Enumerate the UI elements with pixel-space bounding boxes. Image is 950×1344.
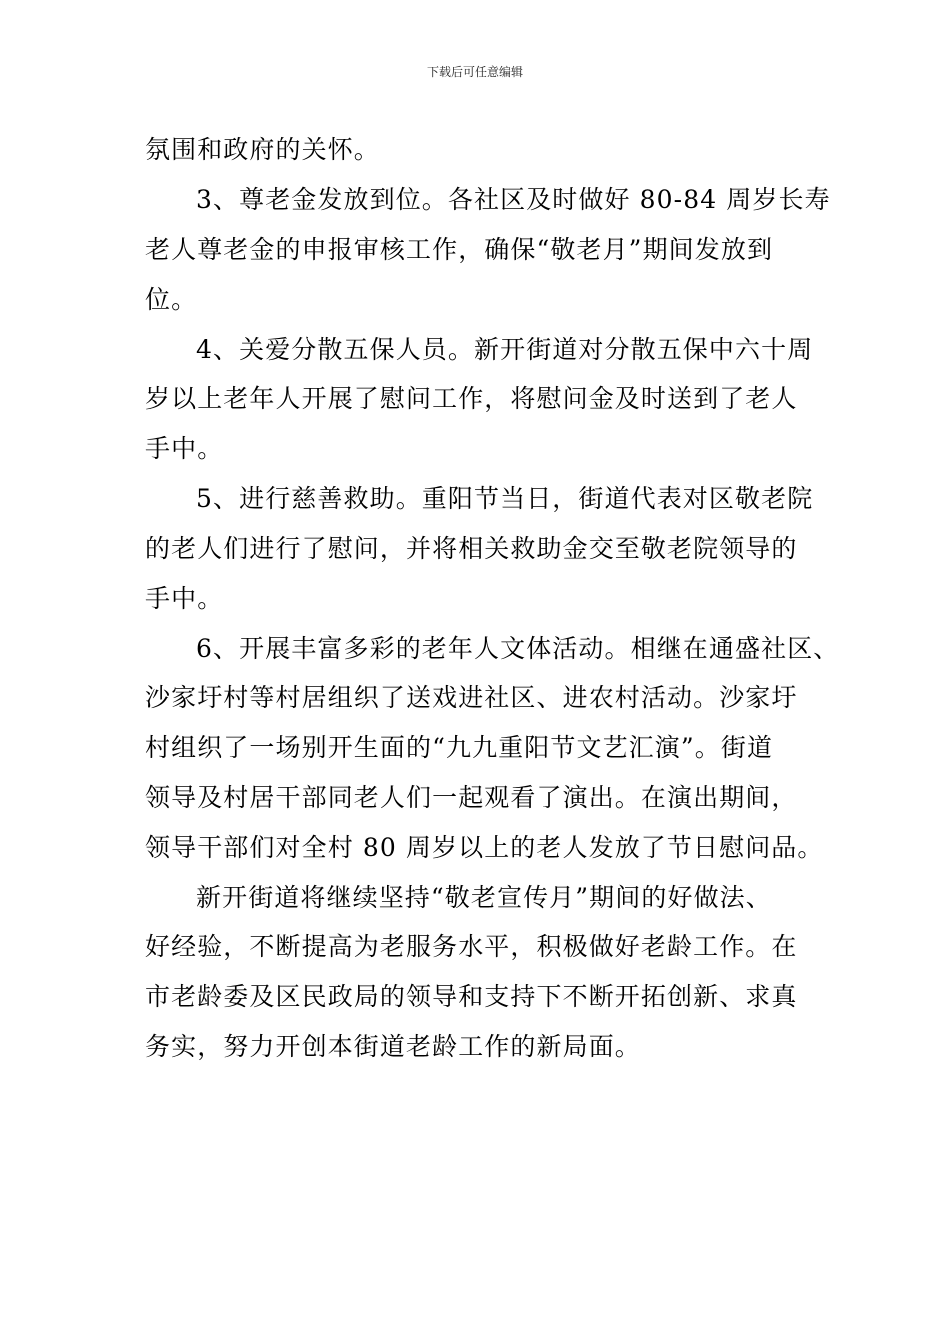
paragraph-line: 的老人们进行了慰问，并将相关救助金交至敬老院领导的 [145,534,798,563]
paragraph-line: 好经验，不断提高为老服务水平，积极做好老龄工作。在 [145,932,798,961]
paragraph-line: 5、进行慈善救助。重阳节当日，街道代表对区敬老院 [196,484,814,513]
paragraph-line: 手中。 [145,584,224,613]
paragraph-line: 氛围和政府的关怀。 [145,135,380,164]
paragraph-line: 市老龄委及区民政局的领导和支持下不断开拓创新、求真 [145,982,798,1011]
paragraph-line: 新开街道将继续坚持“敬老宣传月”期间的好做法、 [196,883,772,912]
paragraph-line: 6、开展丰富多彩的老年人文体活动。相继在通盛社区、 [196,634,840,663]
paragraph-line: 领导干部们对全村 80 周岁以上的老人发放了节日慰问品。 [145,833,824,862]
paragraph-line: 岁以上老年人开展了慰问工作，将慰问金及时送到了老人 [145,384,798,413]
paragraph-line: 务实，努力开创本街道老龄工作的新局面。 [145,1032,641,1061]
paragraph-line: 村组织了一场别开生面的“九九重阳节文艺汇演”。街道 [145,733,774,762]
paragraph-line: 领导及村居干部同老人们一起观看了演出。在演出期间， [145,783,798,812]
paragraph-line: 4、关爱分散五保人员。新开街道对分散五保中六十周 [196,335,814,364]
paragraph-line: 手中。 [145,434,224,463]
download-note: 下载后可任意编辑 [426,65,523,79]
paragraph-line: 老人尊老金的申报审核工作，确保“敬老月”期间发放到 [145,235,774,264]
paragraph-line: 3、尊老金发放到位。各社区及时做好 80-84 周岁长寿 [196,185,831,214]
paragraph-line: 位。 [145,285,198,314]
paragraph-line: 沙家圩村等村居组织了送戏进社区、进农村活动。沙家圩 [145,683,798,712]
